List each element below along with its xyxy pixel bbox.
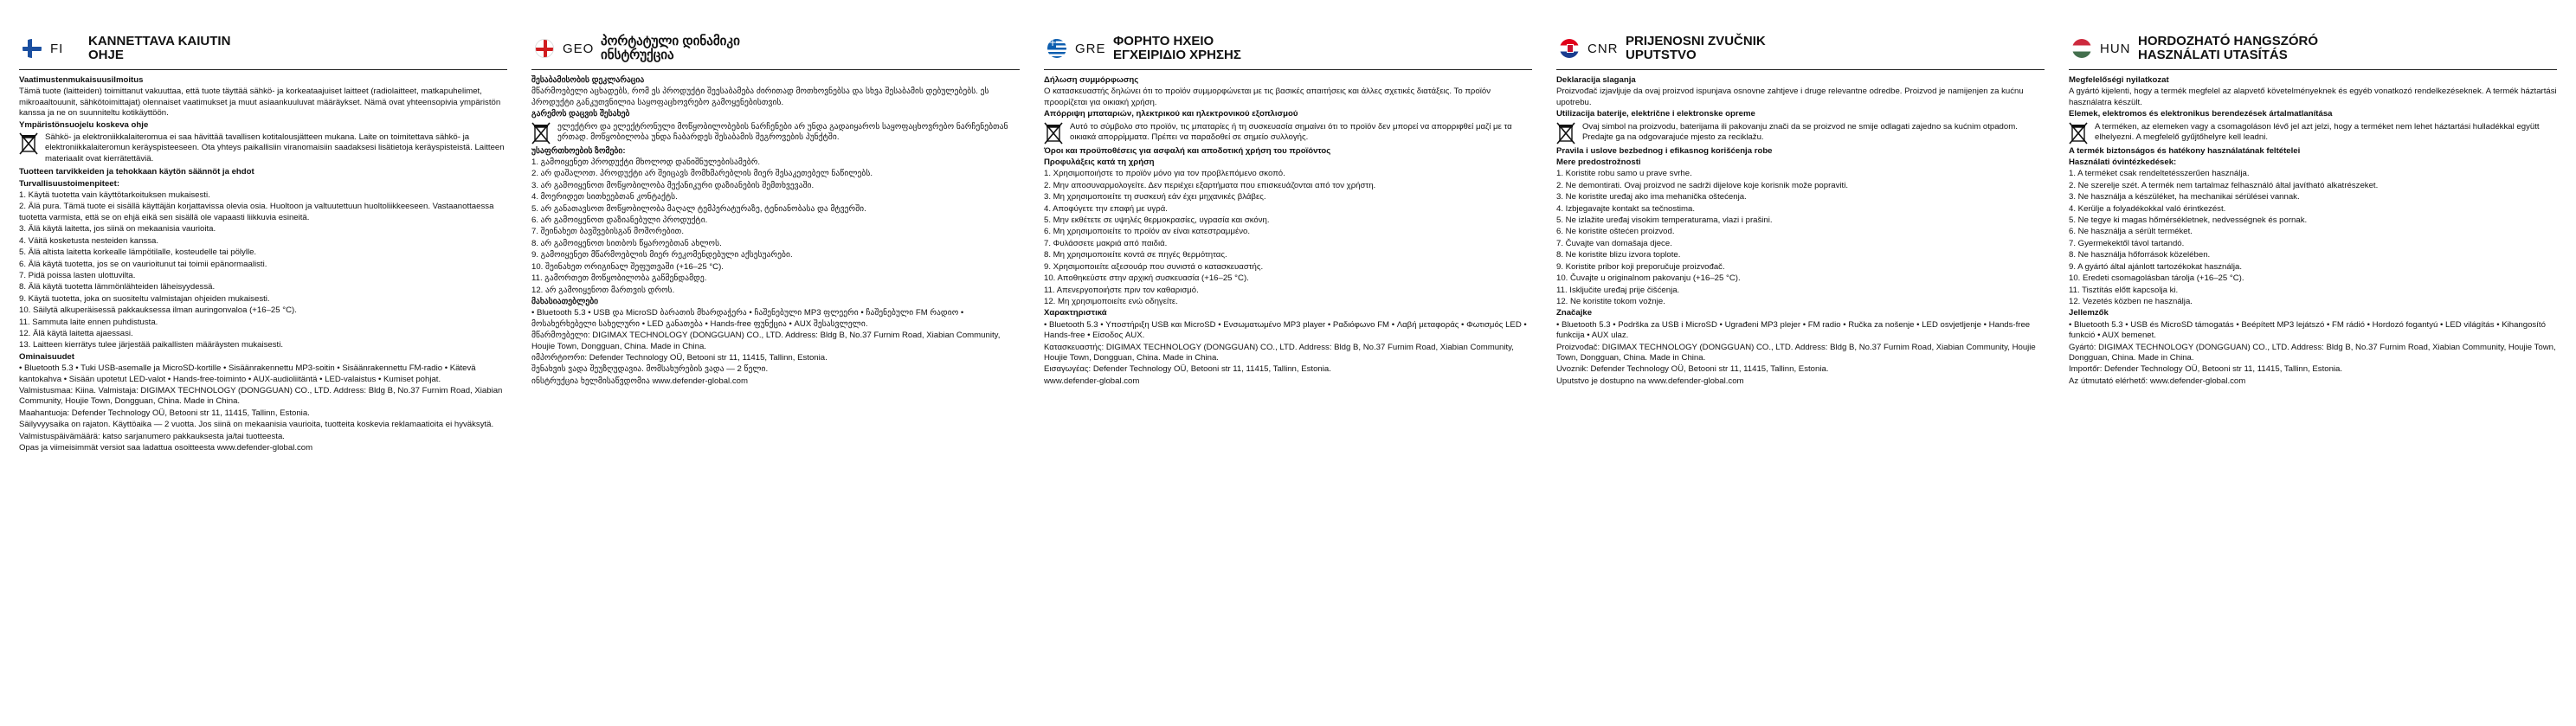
section-heading: Használati óvintézkedések: bbox=[2069, 157, 2177, 168]
paragraph: 8. Älä käytä tuotetta lämmönlähteiden läheisyydessä. bbox=[19, 282, 216, 292]
section-heading: Δήλωση συμμόρφωσης bbox=[1044, 75, 1139, 85]
paragraph: 12. Ne koristite tokom vožnje. bbox=[1556, 296, 1665, 306]
paragraph: 4. Väitä kosketusta nesteiden kanssa. bbox=[19, 235, 159, 246]
column-body bbox=[1044, 75, 1532, 387]
paragraph: 12. Älä käytä laitetta ajaessasi. bbox=[19, 328, 133, 338]
paragraph: მწარმოებელი: DIGIMAX TECHNOLOGY (DONGGUAN) CO., LTD. Address: Bldg B, No.37 Furnim Road, Xiabian Community, Houjie Town, Dongguan, China. Made in China. bbox=[531, 331, 1001, 351]
language-column-gre bbox=[1032, 31, 1544, 726]
section-heading: Jellemzők bbox=[2069, 308, 2109, 318]
paragraph: www.defender-global.com bbox=[1044, 376, 1140, 386]
paragraph: 7. Φυλάσσετε μακριά από παιδιά. bbox=[1044, 238, 1168, 248]
paragraph: • Bluetooth 5.3 • USB და MicroSD ბარათის მხარდაჭერა • ჩაშენებული MP3 ფლეერი • ჩაშენებული FM რადიო • მოსახერხებელი სახელური • LED განათება • Hands-free ფუნქცია • AUX შესასვლელი. bbox=[531, 308, 964, 329]
section-heading: Ominaisuudet bbox=[19, 351, 74, 362]
montenegro-flag-icon bbox=[1560, 39, 1579, 58]
weee-notice bbox=[1556, 122, 2045, 145]
paragraph: 5. Älä altista laitetta korkealle lämpötilalle, kosteudelle tai pölylle. bbox=[19, 247, 257, 258]
section-heading: Προφυλάξεις κατά τη χρήση bbox=[1044, 157, 1155, 168]
paragraph: ელექტრო და ელექტრონული მოწყობილობების ნარჩენები არ უნდა გადაიყაროს საყოფაცხოვრებო ნარჩენებთან ერთად. მოწყობილობა უნდა ჩაბარდეს შესაბამის შეგროვების პუნქტში. bbox=[557, 121, 1008, 143]
paragraph: Tämä tuote (laitteiden) toimittanut vakuuttaa, että tuote täyttää sähkö- ja korkeataajuiset laitteet (radiolaitteet, matkapuhelimet, mikroaaltouunit, sähkötoimittajat) olennaiset vaatimukset ja muut asiaankuuluvat määräykset. Nämä ovat yhteensopivia ympäristön kanssa ja ne on suunniteltu kotikäyttöön. bbox=[19, 87, 501, 119]
paragraph: 1. Käytä tuotetta vain käyttötarkoituksen mukaisesti. bbox=[19, 190, 210, 201]
paragraph: 1. გამოიყენეთ პროდუქტი მხოლოდ დანიშნულებისამებრ. bbox=[531, 157, 761, 168]
hungary-flag-icon bbox=[2072, 39, 2091, 58]
language-code: GRE bbox=[1075, 41, 1106, 56]
paragraph: 4. Αποφύγετε την επαφή με υγρά. bbox=[1044, 203, 1168, 214]
paragraph: 2. Ne demontirati. Ovaj proizvod ne sadrži dijelove koje korisnik može popraviti. bbox=[1556, 180, 1848, 190]
section-heading: მახასიათებლები bbox=[531, 296, 599, 306]
section-heading: A termék biztonságos és hatékony használatának feltételei bbox=[2069, 145, 2301, 156]
paragraph: 5. არ განათავსოთ მოწყობილობა მაღალ ტემპერატურაზე, ტენიანობასა და მტვერში. bbox=[531, 203, 866, 214]
paragraph: 11. გამორთეთ მოწყობილობა გაწმენდამდე. bbox=[531, 273, 707, 284]
paragraph: 10. Eredeti csomagolásban tárolja (+16–25 °C). bbox=[2069, 273, 2244, 284]
document-title: HASZNÁLATI UTASÍTÁS bbox=[2138, 48, 2288, 62]
paragraph: შენახვის ვადა შეუზღუდავია. მომსახურების ვადა — 2 წელი. bbox=[531, 364, 769, 375]
paragraph: Κατασκευαστής: DIGIMAX TECHNOLOGY (DONGGUAN) CO., LTD. Address: Bldg B, No.37 Furnim Road, Xiabian Community, Houjie Town, Dongguan, China. Made in China. bbox=[1044, 342, 1514, 363]
section-heading: Vaatimustenmukaisuusilmoitus bbox=[19, 75, 144, 85]
paragraph: Uvoznik: Defender Technology OÜ, Betooni str 11, 11415, Tallinn, Estonia. bbox=[1556, 364, 1829, 375]
section-heading: Mere predostrožnosti bbox=[1556, 157, 1641, 168]
paragraph: Gyártó: DIGIMAX TECHNOLOGY (DONGGUAN) CO., LTD. Address: Bldg B, No.37 Furnim Road, Xiabian Community, Houjie Town, Dongguan, China. Made in China. bbox=[2069, 342, 2556, 363]
paragraph: 5. Μην εκθέτετε σε υψηλές θερμοκρασίες, υγρασία και σκόνη. bbox=[1044, 215, 1270, 226]
paragraph: 10. Αποθηκεύστε στην αρχική συσκευασία (+16–25 °C). bbox=[1044, 273, 1249, 284]
finland-flag-icon bbox=[23, 39, 42, 58]
paragraph: 7. Čuvajte van domašaja djece. bbox=[1556, 238, 1672, 248]
column-header bbox=[19, 31, 507, 70]
column-body bbox=[1556, 75, 2045, 387]
paragraph: 1. Χρησιμοποιήστε το προϊόν μόνο για τον προβλεπόμενο σκοπό. bbox=[1044, 169, 1285, 179]
section-heading: Pravila i uslove bezbednog i efikasnog korišćenja robe bbox=[1556, 145, 1773, 156]
section-heading: Utilizacija baterije, električne i elektronske opreme bbox=[1556, 109, 1755, 119]
crossed-bin-icon bbox=[2069, 122, 2088, 145]
paragraph: 6. Μη χρησιμοποιείτε το προϊόν αν είναι κατεστραμμένο. bbox=[1044, 227, 1251, 237]
language-code: HUN bbox=[2100, 41, 2131, 56]
paragraph: 8. Ne használja hőforrások közelében. bbox=[2069, 250, 2211, 260]
paragraph: 6. Älä käytä tuotetta, jos se on vaurioitunut tai toimii epänormaalisti. bbox=[19, 259, 267, 269]
paragraph: Opas ja viimeisimmät versiot saa ladattua osoitteesta www.defender-global.com bbox=[19, 443, 313, 453]
paragraph: • Bluetooth 5.3 • Podrška za USB i MicroSD • Ugrađeni MP3 plejer • FM radio • Ručka za nošenje • LED osvjetljenje • Hands-free funkcija • AUX ulaz. bbox=[1556, 319, 2031, 341]
paragraph: 5. Ne izlažite uređaj visokim temperaturama, vlazi i prašini. bbox=[1556, 215, 1773, 226]
paragraph: A gyártó kijelenti, hogy a termék megfelel az alapvető követelményeknek és egyéb vonatkozó rendelkezéseknek. A termék háztartási használatra készült. bbox=[2069, 87, 2557, 107]
language-code: GEO bbox=[563, 41, 595, 56]
paragraph: Importőr: Defender Technology OÜ, Betooni str 11, 11415, Tallinn, Estonia. bbox=[2069, 364, 2343, 375]
column-header bbox=[1044, 31, 1532, 70]
section-heading: გარემოს დაცვის შესახებ bbox=[531, 109, 630, 119]
paragraph: 3. Älä käytä laitetta, jos siinä on mekaanisia vaurioita. bbox=[19, 224, 216, 235]
paragraph: 2. Älä pura. Tämä tuote ei sisällä käyttäjän korjattavissa olevia osia. Huoltoon ja valtuutettuun huoltoliikkeeseen. Vastaanottaessa tuotetta varmista, että se on ehjä eikä sen sisällä ole vapaasti liikkuvia esineitä. bbox=[19, 202, 494, 222]
paragraph: 7. Pidä poissa lasten ulottuvilta. bbox=[19, 270, 136, 280]
weee-notice bbox=[531, 122, 1020, 145]
language-column-hun bbox=[2057, 31, 2569, 726]
paragraph: 13. Laitteen kierrätys tulee järjestää paikallisten määräysten mukaisesti. bbox=[19, 340, 284, 350]
section-heading: Ympäristönsuojelu koskeva ohje bbox=[19, 119, 149, 130]
paragraph: • Bluetooth 5.3 • USB és MicroSD támogatás • Beépített MP3 lejátszó • FM rádió • Hordozó fogantyú • LED világítás • Kihangosító funkció • AUX bemenet. bbox=[2069, 319, 2546, 341]
paragraph: 1. A terméket csak rendeltetésszerűen használja. bbox=[2069, 169, 2250, 179]
document-title: UPUTSTVO bbox=[1626, 48, 1697, 62]
paragraph: Αυτό το σύμβολο στο προϊόν, τις μπαταρίες ή τη συσκευασία σημαίνει ότι το προϊόν δεν μπορεί να απορριφθεί μαζί με τα οικιακά απορρίμματα. Πρέπει να παραδοθεί σε σημείο συλλογής. bbox=[1070, 121, 1512, 143]
language-column-cnr bbox=[1544, 31, 2057, 726]
paragraph: 4. Kerülje a folyadékokkal való érintkezést. bbox=[2069, 203, 2226, 214]
paragraph: 10. Säilytä alkuperäisessä pakkauksessa ilman auringonvaloa (+16–25 °C). bbox=[19, 305, 297, 316]
product-title: პორტატული დინამიკი bbox=[601, 33, 740, 48]
paragraph: 9. Koristite pribor koji preporučuje proizvođač. bbox=[1556, 261, 1725, 272]
paragraph: 11. Tisztítás előtt kapcsolja ki. bbox=[2069, 285, 2179, 295]
paragraph: A terméken, az elemeken vagy a csomagoláson lévő jel azt jelzi, hogy a terméket nem lehet háztartási hulladékkal együtt elhelyezni. A megfelelő gyűjtőhelyre kell leadni. bbox=[2095, 121, 2540, 143]
paragraph: 3. Ne használja a készüléket, ha mechanikai sérülései vannak. bbox=[2069, 192, 2300, 202]
paragraph: 9. გამოიყენეთ მწარმოებლის მიერ რეკომენდებული აქსესუარები. bbox=[531, 250, 793, 260]
paragraph: 2. არ დაშალოთ. პროდუქტი არ შეიცავს მომხმარებლის მიერ შესაკეთებელ ნაწილებს. bbox=[531, 169, 873, 179]
paragraph: • Bluetooth 5.3 • Υποστήριξη USB και MicroSD • Ενσωματωμένο MP3 player • Ραδιόφωνο FM • Λαβή μεταφοράς • Φωτισμός LED • Hands-free • Είσοδος AUX. bbox=[1044, 319, 1527, 341]
paragraph: 8. Ne koristite blizu izvora toplote. bbox=[1556, 250, 1681, 260]
georgia-flag-icon bbox=[535, 39, 554, 58]
paragraph: Proizvođač izjavljuje da ovaj proizvod ispunjava osnovne zahtjeve i druge relevantne odredbe. Proizvod je namijenjen za kućnu upotrebu. bbox=[1556, 87, 2024, 107]
paragraph: Sähkö- ja elektroniikkalaiteromua ei saa hävittää tavallisen kotitalousjätteen mukana. Laite on toimitettava sähkö- ja elektroniikkalaiteromun keräyspisteeseen. Ota yhteys paikallisiin viranomaisiin saadaksesi lisätietoja keräyspisteistä. Laitteen materiaalit ovat kierrätettäviä. bbox=[45, 132, 505, 164]
paragraph: მწარმოებელი აცხადებს, რომ ეს პროდუქტი შეესაბამება ძირითად მოთხოვნებსა და სხვა შესაბამის დებულებებს. ეს პროდუქტი განკუთვნილია საყოფაცხოვრებო გამოყენებისთვის. bbox=[531, 87, 989, 107]
paragraph: 6. Ne használja a sérült terméket. bbox=[2069, 227, 2193, 237]
weee-notice bbox=[19, 132, 507, 165]
paragraph: 12. Μη χρησιμοποιείτε ενώ οδηγείτε. bbox=[1044, 296, 1178, 306]
greece-flag-icon bbox=[1047, 39, 1066, 58]
paragraph: Ο κατασκευαστής δηλώνει ότι το προϊόν συμμορφώνεται με τις βασικές απαιτήσεις και άλλες σχετικές διατάξεις. Το προϊόν προορίζεται για οικιακή χρήση. bbox=[1044, 87, 1491, 107]
column-header bbox=[2069, 31, 2557, 70]
section-heading: Χαρακτηριστικά bbox=[1044, 308, 1107, 318]
section-heading: Deklaracija slaganja bbox=[1556, 75, 1636, 85]
weee-notice bbox=[2069, 122, 2557, 145]
paragraph: Uputstvo je dostupno na www.defender-global.com bbox=[1556, 376, 1744, 386]
paragraph: 1. Koristite robu samo u prave svrhe. bbox=[1556, 169, 1692, 179]
paragraph: იმპორტიორი: Defender Technology OÜ, Betooni str 11, 11415, Tallinn, Estonia. bbox=[531, 352, 828, 363]
paragraph: Maahantuoja: Defender Technology OÜ, Betooni str 11, 11415, Tallinn, Estonia. bbox=[19, 408, 310, 418]
paragraph: 12. Vezetés közben ne használja. bbox=[2069, 296, 2193, 306]
crossed-bin-icon bbox=[531, 122, 551, 145]
paragraph: 11. Απενεργοποιήστε πριν τον καθαρισμό. bbox=[1044, 285, 1199, 295]
paragraph: 9. Χρησιμοποιείτε αξεσουάρ που συνιστά ο κατασκευαστής. bbox=[1044, 261, 1264, 272]
crossed-bin-icon bbox=[19, 132, 38, 155]
paragraph: 5. Ne tegye ki magas hőmérsékletnek, nedvességnek és pornak. bbox=[2069, 215, 2308, 226]
paragraph: 4. Izbjegavajte kontakt sa tečnostima. bbox=[1556, 203, 1695, 214]
weee-notice bbox=[1044, 122, 1532, 145]
document-title: ინსტრუქცია bbox=[601, 48, 674, 62]
paragraph: 3. არ გამოიყენოთ მოწყობილობა მექანიკური დაზიანების შემთხვევაში. bbox=[531, 180, 815, 190]
section-heading: შესაბამისობის დეკლარაცია bbox=[531, 75, 645, 85]
paragraph: 9. Käytä tuotetta, joka on suositeltu valmistajan ohjeiden mukaisesti. bbox=[19, 293, 270, 304]
paragraph: 8. Μη χρησιμοποιείτε κοντά σε πηγές θερμότητας. bbox=[1044, 250, 1227, 260]
paragraph: ინსტრუქცია ხელმისაწვდომია www.defender-global.com bbox=[531, 376, 748, 386]
paragraph: Valmistusmaa: Kiina. Valmistaja: DIGIMAX TECHNOLOGY (DONGGUAN) CO., LTD. Address: Bldg B, No.37 Furnim Road, Xiabian Community, Houjie Town, Dongguan, China. Made in China. bbox=[19, 385, 503, 407]
section-heading: Elemek, elektromos és elektronikus berendezések ártalmatlanítása bbox=[2069, 109, 2333, 119]
column-body bbox=[2069, 75, 2557, 387]
paragraph: 12. არ გამოიყენოთ მართვის დროს. bbox=[531, 285, 675, 295]
paragraph: 6. Ne koristite oštećen proizvod. bbox=[1556, 227, 1675, 237]
section-heading: Turvallisuustoimenpiteet: bbox=[19, 178, 120, 189]
paragraph: 6. არ გამოიყენოთ დაზიანებული პროდუქტი. bbox=[531, 215, 708, 226]
paragraph: • Bluetooth 5.3 • Tuki USB-asemalle ja MicroSD-kortille • Sisäänrakennettu MP3-soitin • Sisäänrakennettu FM-radio • Kätevä kantokahva • Sisään upotetut LED-valot • Hands-free-toiminto • AUX-audioliitäntä • LED-valaistus • Kumiset pohjat. bbox=[19, 363, 476, 384]
paragraph: 4. მოერიდეთ სითხეებთან კონტაქტს. bbox=[531, 192, 678, 202]
paragraph: 2. Μην αποσυναρμολογείτε. Δεν περιέχει εξαρτήματα που επισκευάζονται από τον χρήστη. bbox=[1044, 180, 1376, 190]
language-column-geo bbox=[519, 31, 1032, 726]
paragraph: 9. A gyártó által ajánlott tartozékokat használja. bbox=[2069, 261, 2242, 272]
language-column-fi bbox=[7, 31, 519, 726]
paragraph: 11. Isključite uređaj prije čišćenja. bbox=[1556, 285, 1680, 295]
paragraph: 7. Gyermekektől távol tartandó. bbox=[2069, 238, 2185, 248]
language-code: CNR bbox=[1587, 41, 1619, 56]
paragraph: 10. Čuvajte u originalnom pakovanju (+16–25 °C). bbox=[1556, 273, 1741, 284]
column-body bbox=[19, 75, 507, 453]
paragraph: Az útmutató elérhető: www.defender-global.com bbox=[2069, 376, 2246, 386]
paragraph: Valmistuspäivämäärä: katso sarjanumero pakkauksesta ja/tai tuotteesta. bbox=[19, 431, 285, 441]
product-title: KANNETTAVA KAIUTIN bbox=[88, 33, 231, 48]
column-header bbox=[531, 31, 1020, 70]
paragraph: 3. Ne koristite uređaj ako ima mehanička oštećenja. bbox=[1556, 192, 1747, 202]
section-heading: Megfelelőségi nyilatkozat bbox=[2069, 75, 2169, 85]
paragraph: Säilyvyysaika on rajaton. Käyttöaika — 2 vuotta. Jos siinä on mekaanisia vaurioita, tuotteita koskevia reklamaatioita ei hyväksytä. bbox=[19, 420, 494, 430]
crossed-bin-icon bbox=[1044, 122, 1063, 145]
paragraph: 3. Μη χρησιμοποιείτε τη συσκευή εάν έχει μηχανικές βλάβες. bbox=[1044, 192, 1266, 202]
section-heading: Značajke bbox=[1556, 308, 1593, 318]
product-title: HORDOZHATÓ HANGSZÓRÓ bbox=[2138, 33, 2319, 48]
paragraph: 8. არ გამოიყენოთ სითბოს წყაროებთან ახლოს. bbox=[531, 238, 722, 248]
paragraph: Ovaj simbol na proizvodu, baterijama ili pakovanju znači da se proizvod ne smije odlagati zajedno sa kućnim otpadom. Predajte ga na odgovarajuće mjesto za reciklažu. bbox=[1582, 121, 2018, 143]
column-header bbox=[1556, 31, 2045, 70]
paragraph: 11. Sammuta laite ennen puhdistusta. bbox=[19, 317, 158, 327]
section-heading: უსაფრთხოების ზომები: bbox=[531, 145, 626, 156]
product-title: ΦΟΡΗΤΟ ΗΧΕΙΟ bbox=[1113, 33, 1214, 48]
paragraph: 10. შეინახეთ ორიგინალ შეფუთვაში (+16–25 °C). bbox=[531, 261, 724, 272]
column-body bbox=[531, 75, 1020, 387]
paragraph: 7. შეინახეთ ბავშვებისგან მოშორებით. bbox=[531, 227, 685, 237]
paragraph: Proizvođač: DIGIMAX TECHNOLOGY (DONGGUAN) CO., LTD. Address: Bldg B, No.37 Furnim Road, Xiabian Community, Houjie Town, Dongguan, China. Made in China. bbox=[1556, 342, 2036, 363]
crossed-bin-icon bbox=[1556, 122, 1575, 145]
section-heading: Απόρριψη μπαταριών, ηλεκτρικού και ηλεκτρονικού εξοπλισμού bbox=[1044, 109, 1298, 119]
section-heading: Όροι και προϋποθέσεις για ασφαλή και αποδοτική χρήση του προϊόντος bbox=[1044, 145, 1331, 156]
section-heading: Tuotteen tarvikkeiden ja tehokkaan käytön säännöt ja ehdot bbox=[19, 167, 254, 177]
paragraph: Εισαγωγέας: Defender Technology OÜ, Betooni str 11, 11415, Tallinn, Estonia. bbox=[1044, 364, 1331, 375]
document-title: OHJE bbox=[88, 48, 124, 62]
product-title: PRIJENOSNI ZVUČNIK bbox=[1626, 33, 1766, 48]
document-title: ΕΓΧΕΙΡΙΔΙΟ ΧΡΗΣΗΣ bbox=[1113, 48, 1241, 62]
language-code: FI bbox=[50, 41, 64, 56]
paragraph: 2. Ne szerelje szét. A termék nem tartalmaz felhasználó által javítható alkatrészeket. bbox=[2069, 180, 2379, 190]
